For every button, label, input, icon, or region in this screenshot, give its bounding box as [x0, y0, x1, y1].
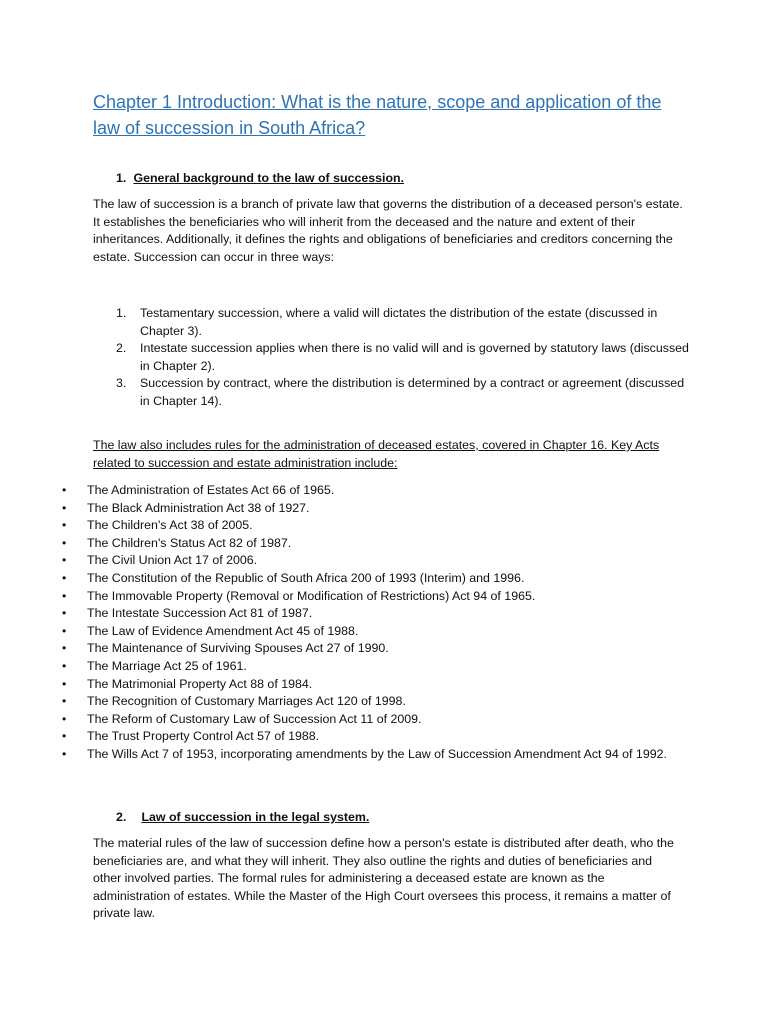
list-item-number: 3. [116, 376, 127, 391]
bullet-icon: • [62, 623, 67, 638]
act-text: The Wills Act 7 of 1953, incorporating amendments by the Law of Succession Amendment Act 94 of 1992. [87, 746, 667, 761]
list-item [62, 482, 682, 500]
bullet-icon: • [62, 588, 67, 603]
list-item [62, 658, 682, 676]
list-item [62, 605, 682, 623]
act-text: The Intestate Succession Act 81 of 1987. [87, 606, 313, 621]
section-2-paragraph: The material rules of the law of succession define how a person's estate is distributed after death, who the beneficiaries are, and what they will inherit. They also outline the rights and duties of beneficiaries and other involved parties. The formal rules for administering a deceased estate are known as the administration of estates. While the Master of the High Court oversees this process, it remains a matter of private law. [93, 836, 674, 921]
act-text: The Matrimonial Property Act 88 of 1984. [87, 676, 313, 691]
bullet-icon: • [62, 570, 67, 585]
bullet-icon: • [62, 746, 67, 761]
act-text: The Marriage Act 25 of 1961. [87, 658, 247, 673]
bullet-icon: • [62, 729, 67, 744]
act-text: The Law of Evidence Amendment Act 45 of 1988. [87, 623, 359, 638]
act-text: The Civil Union Act 17 of 2006. [87, 553, 258, 568]
succession-ways-list [116, 305, 691, 411]
acts-list [62, 482, 682, 764]
chapter-title: Chapter 1 Introduction: What is the nature, scope and application of the law of succession in South Africa? [93, 92, 662, 138]
section-2-number: 2. [116, 810, 127, 824]
list-item [62, 517, 682, 535]
act-text: The Trust Property Control Act 57 of 1988. [87, 729, 320, 744]
bullet-icon: • [62, 711, 67, 726]
bullet-icon: • [62, 676, 67, 691]
acts-intro-paragraph: The law also includes rules for the administration of deceased estates, covered in Chapter 16. Key Acts related to succession and estate administration include: [93, 438, 660, 470]
act-text: The Recognition of Customary Marriages Act 120 of 1998. [87, 694, 406, 709]
list-item-text: Testamentary succession, where a valid will dictates the distribution of the estate (discussed in Chapter 3). [140, 306, 658, 338]
bullet-icon: • [62, 553, 67, 568]
list-item [62, 623, 682, 641]
list-item [62, 640, 682, 658]
section-2-heading [116, 808, 369, 826]
bullet-icon: • [62, 694, 67, 709]
act-text: The Children's Act 38 of 2005. [87, 518, 253, 533]
section-1-paragraph: The law of succession is a branch of private law that governs the distribution of a deceased person's estate. It establishes the beneficiaries who will inherit from the deceased and the nature and extent of their inheritances. Additionally, it defines the rights and obligations of beneficiaries and creditors concerning the estate. Succession can occur in three ways: [93, 197, 683, 264]
list-item-text: Succession by contract, where the distribution is determined by a contract or agreement (discussed in Chapter 14). [140, 376, 685, 408]
list-item [116, 340, 691, 375]
list-item [62, 676, 682, 694]
section-2-heading-text: Law of succession in the legal system. [141, 810, 370, 824]
bullet-icon: • [62, 535, 67, 550]
list-item [62, 570, 682, 588]
section-1-heading [116, 169, 404, 187]
list-item [116, 305, 691, 340]
list-item [62, 500, 682, 518]
list-item-text: Intestate succession applies when there is no valid will and is governed by statutory laws (discussed in Chapter 2). [140, 341, 689, 373]
act-text: The Immovable Property (Removal or Modification of Restrictions) Act 94 of 1965. [87, 588, 536, 603]
act-text: The Reform of Customary Law of Succession Act 11 of 2009. [87, 711, 422, 726]
list-item [62, 728, 682, 746]
list-item [62, 552, 682, 570]
list-item [62, 588, 682, 606]
act-text: The Maintenance of Surviving Spouses Act 27 of 1990. [87, 641, 389, 656]
list-item [62, 711, 682, 729]
list-item [116, 375, 691, 410]
section-1-heading-text: General background to the law of succession. [133, 171, 405, 185]
list-item [62, 535, 682, 553]
list-item [62, 746, 682, 764]
bullet-icon: • [62, 658, 67, 673]
bullet-icon: • [62, 518, 67, 533]
bullet-icon: • [62, 641, 67, 656]
section-1-number: 1. [116, 171, 127, 185]
act-text: The Children's Status Act 82 of 1987. [87, 535, 292, 550]
bullet-icon: • [62, 483, 67, 497]
list-item-number: 1. [116, 306, 127, 320]
bullet-icon: • [62, 500, 67, 515]
bullet-icon: • [62, 606, 67, 621]
act-text: The Black Administration Act 38 of 1927. [87, 500, 310, 515]
list-item-number: 2. [116, 341, 127, 356]
list-item [62, 693, 682, 711]
act-text: The Administration of Estates Act 66 of 1965. [87, 483, 335, 497]
act-text: The Constitution of the Republic of South Africa 200 of 1993 (Interim) and 1996. [87, 570, 525, 585]
